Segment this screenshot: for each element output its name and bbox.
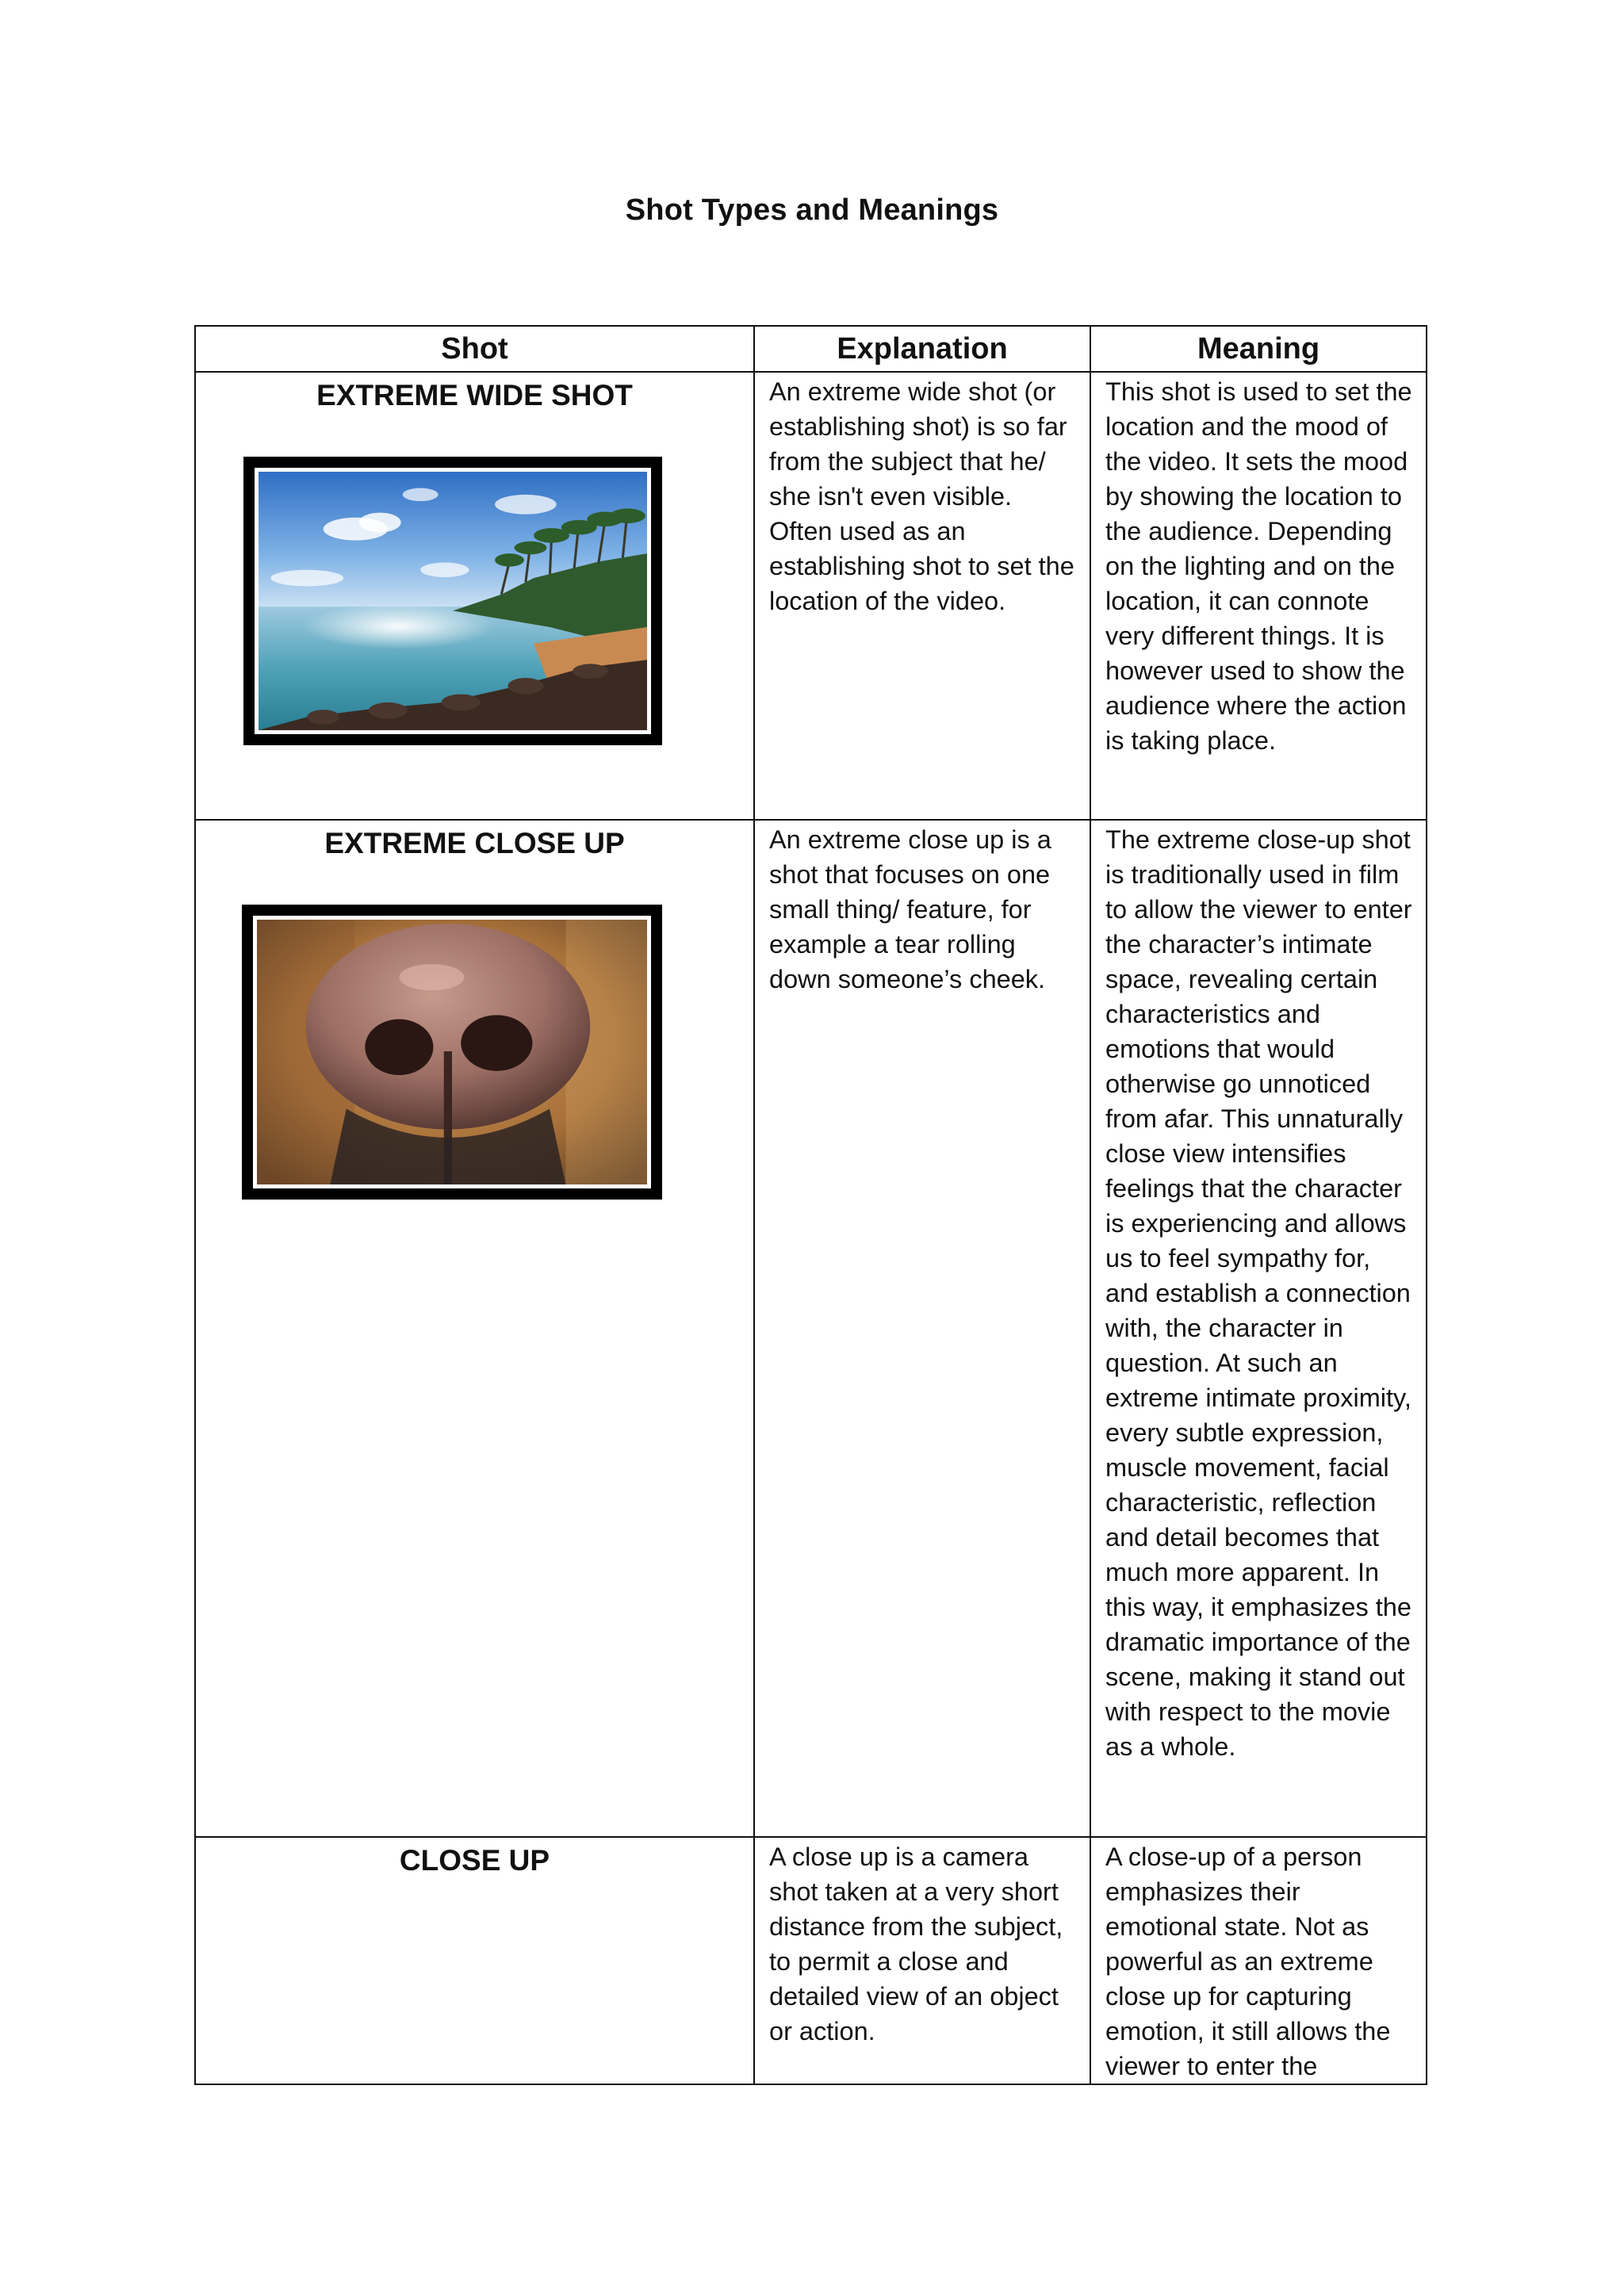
table-row — [195, 1837, 1427, 2084]
shot-types-table — [194, 325, 1427, 2085]
dog-nose-photo — [242, 905, 662, 1200]
explanation-cell — [754, 372, 1090, 820]
explanation-text: A close up is a camera shot taken at a very short distance from the subject, to permit a close and detailed view of an object or action. — [769, 1843, 1063, 2045]
explanation-text: An extreme close up is a shot that focuses on one small thing/ feature, for example a tear rolling down someone’s cheek. — [769, 825, 1051, 993]
explanation-cell — [754, 1837, 1090, 2084]
meaning-text: This shot is used to set the location and the mood of the video. It sets the mood by showing the location to the audience. Depending on the lighting and on the location, it can connote very different things. It is however used to show the audience where the action is taking place. — [1105, 377, 1412, 755]
meaning-text: The extreme close-up shot is traditionally used in film to allow the viewer to enter the character’s intimate space, revealing certain characteristics and emotions that would otherwise go unnoticed from afar. This unnaturally close view intensifies feelings that the character is experiencing and allows us to feel sympathy for, and establish a connection with, the character in question. At such an extreme intimate proximity, every subtle expression, muscle movement, facial characteristic, reflection and detail becomes that much more apparent. In this way, it emphasizes the dramatic importance of the scene, making it stand out with respect to the movie as a whole. — [1105, 825, 1412, 1761]
explanation-cell — [754, 820, 1090, 1837]
explanation-text: An extreme wide shot (or establishing shot) is so far from the subject that he/ she isn't even visible. Often used as an establishing shot to set the location of the video. — [769, 377, 1074, 615]
meaning-cell — [1090, 820, 1427, 1837]
table-row — [195, 820, 1427, 1837]
column-header-meaning: Meaning — [1090, 326, 1427, 372]
table-row — [195, 372, 1427, 820]
shot-cell — [195, 820, 754, 1837]
shot-cell — [195, 1837, 754, 2084]
shot-cell — [195, 372, 754, 820]
shot-name: EXTREME CLOSE UP — [324, 827, 625, 859]
beach-photo — [243, 457, 662, 745]
column-header-explanation: Explanation — [754, 326, 1090, 372]
meaning-cell — [1090, 1837, 1427, 2084]
table-header-row — [195, 326, 1427, 372]
meaning-cell — [1090, 372, 1427, 820]
column-header-shot: Shot — [195, 326, 754, 372]
page-title: Shot Types and Meanings — [625, 193, 999, 227]
meaning-text: A close-up of a person emphasizes their emotional state. Not as powerful as an extreme close up for capturing emotion, it still allows the viewer to enter the — [1105, 1843, 1391, 2080]
shot-name: EXTREME WIDE SHOT — [316, 379, 633, 411]
shot-name: CLOSE UP — [399, 1844, 550, 1877]
